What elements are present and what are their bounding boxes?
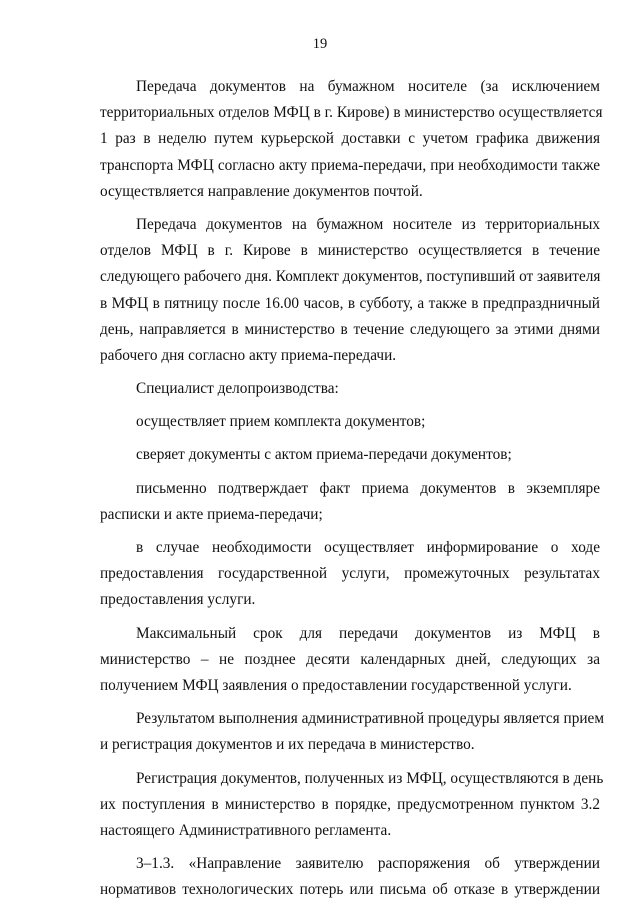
- text-line: день, направляется в министерство в течение следующего за этими днями: [100, 320, 600, 338]
- text-line: транспорта МФЦ согласно акту приема-передачи, при необходимости также: [100, 156, 600, 174]
- text-line: отделов МФЦ в г. Кирове в министерство осуществляется в течение: [100, 242, 600, 260]
- text-line: предоставления услуги.: [100, 591, 256, 609]
- text-line: сверяет документы с актом приема-передачи документов;: [136, 446, 512, 464]
- text-line: Специалист делопроизводства:: [136, 380, 339, 398]
- text-line: следующего рабочего дня. Комплект документов, поступивший от заявителя: [100, 268, 601, 286]
- text-line: 3–1.3. «Направление заявителю распоряжения об утверждении: [136, 855, 600, 873]
- page-number: 19: [312, 36, 328, 52]
- text-line: получением МФЦ заявления о предоставлении государственной услуги.: [100, 676, 572, 694]
- text-line: рабочего дня согласно акту приема-передачи.: [100, 346, 397, 364]
- text-line: нормативов технологических потерь или письма об отказе в утверждении: [100, 881, 600, 899]
- text-line: Максимальный срок для передачи документов из МФЦ в: [136, 624, 600, 642]
- text-line: министерство – не позднее десяти календарных дней, следующих за: [100, 650, 600, 668]
- text-line: письменно подтверждает факт приема документов в экземпляре: [136, 479, 600, 497]
- text-line: в случае необходимости осуществляет информирование о ходе: [136, 539, 600, 556]
- text-line: осуществляется направление документов почтой.: [100, 182, 423, 200]
- text-line: 1 раз в неделю путем курьерской доставки с учетом графика движения: [100, 130, 600, 148]
- text-line: Результатом выполнения административной процедуры является прием: [136, 710, 605, 728]
- text-line: территориальных отделов МФЦ в г. Кирове) в министерство осуществляется: [100, 104, 603, 122]
- text-line: Регистрация документов, полученных из МФЦ, осуществляются в день: [136, 769, 604, 787]
- text-line: настоящего Административного регламента.: [100, 821, 392, 839]
- text-line: и регистрация документов и их передача в министерство.: [100, 736, 475, 754]
- text-line: осуществляет прием комплекта документов;: [136, 413, 426, 431]
- text-line: расписки и акте приема-передачи;: [100, 505, 323, 523]
- text-line: предоставления государственной услуги, промежуточных результатах: [100, 565, 600, 583]
- document-body: [100, 74, 605, 903]
- text-line: их поступления в министерство в порядке, предусмотренном пунктом 3.2: [100, 795, 600, 813]
- text-line: Передача документов на бумажном носителе из территориальных: [136, 215, 600, 233]
- text-line: Передача документов на бумажном носителе (за исключением: [136, 78, 600, 95]
- text-line: в МФЦ в пятницу после 16.00 часов, в субботу, а также в предпраздничный: [100, 294, 600, 312]
